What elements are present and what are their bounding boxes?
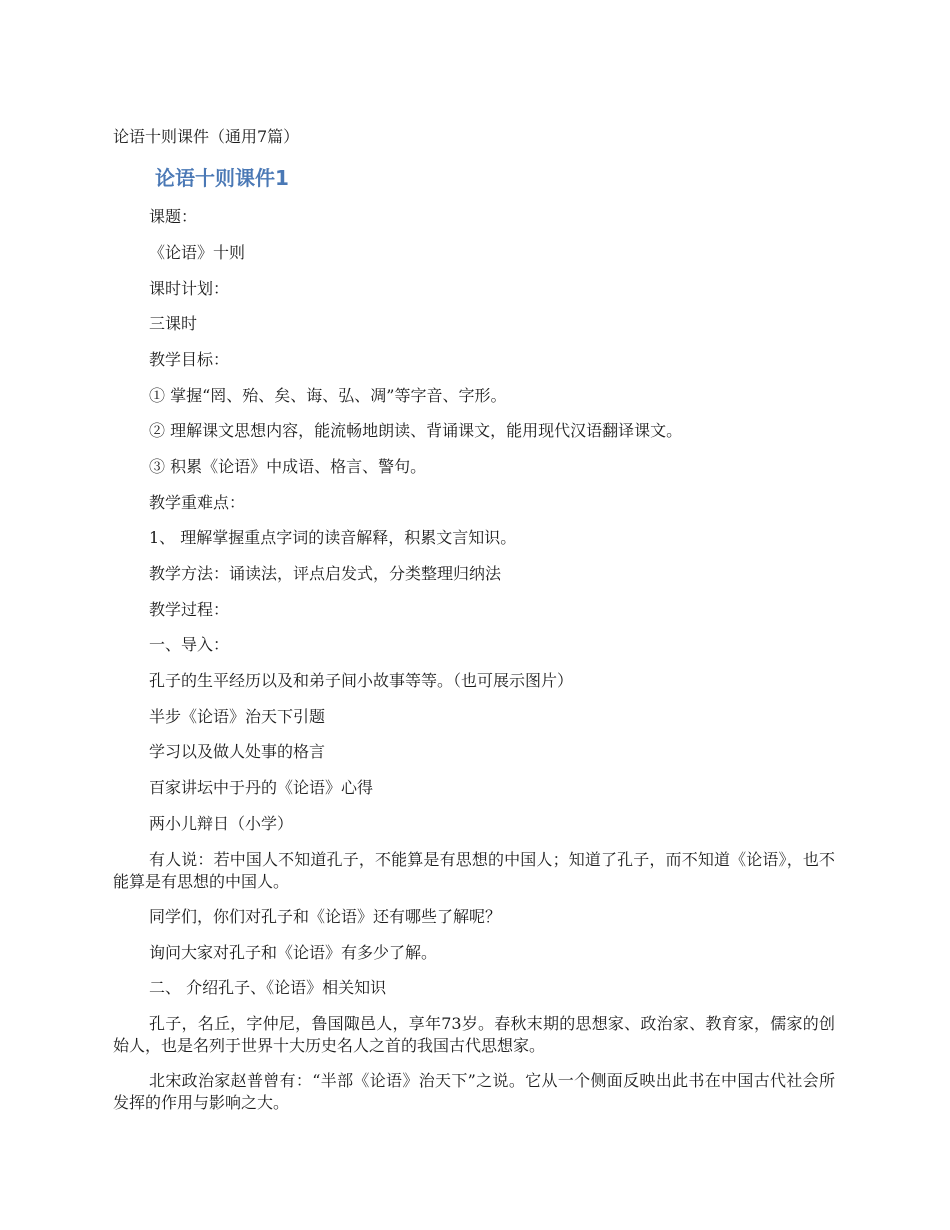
paragraph: 课时计划： (149, 279, 230, 298)
paragraph: 一、导入： (149, 635, 230, 654)
paragraph: 同学们，你们对孔子和《论语》还有哪些了解呢？ (149, 907, 502, 926)
paragraph: 半步《论语》治天下引题 (149, 707, 326, 726)
paragraph: 教学重难点： (149, 493, 246, 512)
paragraph: 三课时 (149, 314, 198, 333)
paragraph: 《论语》十则 (149, 243, 246, 262)
paragraph: 教学目标： (149, 350, 230, 369)
paragraph: 询问大家对孔子和《论语》有多少了解。 (149, 943, 438, 962)
paragraph: 教学过程： (149, 600, 230, 619)
section-heading: 论语十则课件1 (155, 166, 289, 190)
paragraph: 两小儿辩日（小学） (149, 814, 294, 833)
paragraph: 有人说：若中国人不知道孔子，不能算是有思想的中国人；知道了孔子，而不知道《论语》，也不能算是有思想的中国人。 (113, 850, 835, 891)
paragraph: ③ 积累《论语》中成语、格言、警句。 (149, 457, 427, 476)
paragraph: 1、 理解掌握重点字词的读音解释，积累文言知识。 (149, 528, 517, 547)
paragraph: 北宋政治家赵普曾有：“半部《论语》治天下”之说。它从一个侧面反映出此书在中国古代社会所发挥的作用与影响之大。 (113, 1071, 835, 1112)
paragraph: ② 理解课文思想内容，能流畅地朗读、背诵课文，能用现代汉语翻译课文。 (149, 421, 683, 440)
paragraph: 教学方法：诵读法，评点启发式，分类整理归纳法 (149, 564, 502, 583)
paragraph: 二、 介绍孔子、《论语》相关知识 (149, 978, 387, 997)
paragraph: 课题： (149, 207, 198, 226)
paragraph: 百家讲坛中于丹的《论语》心得 (149, 778, 374, 797)
paragraph: ① 掌握“罔、殆、矣、诲、弘、凋”等字音、字形。 (149, 386, 507, 405)
paragraph: 孔子的生平经历以及和弟子间小故事等等。（也可展示图片） (149, 671, 574, 690)
paragraph: 学习以及做人处事的格言 (149, 742, 326, 761)
document-title: 论语十则课件（通用7篇） (113, 127, 300, 146)
paragraph: 孔子，名丘，字仲尼，鲁国陬邑人，享年73岁。春秋末期的思想家、政治家、教育家，儒家的创始人，也是名列于世界十大历史名人之首的我国古代思想家。 (113, 1014, 835, 1055)
